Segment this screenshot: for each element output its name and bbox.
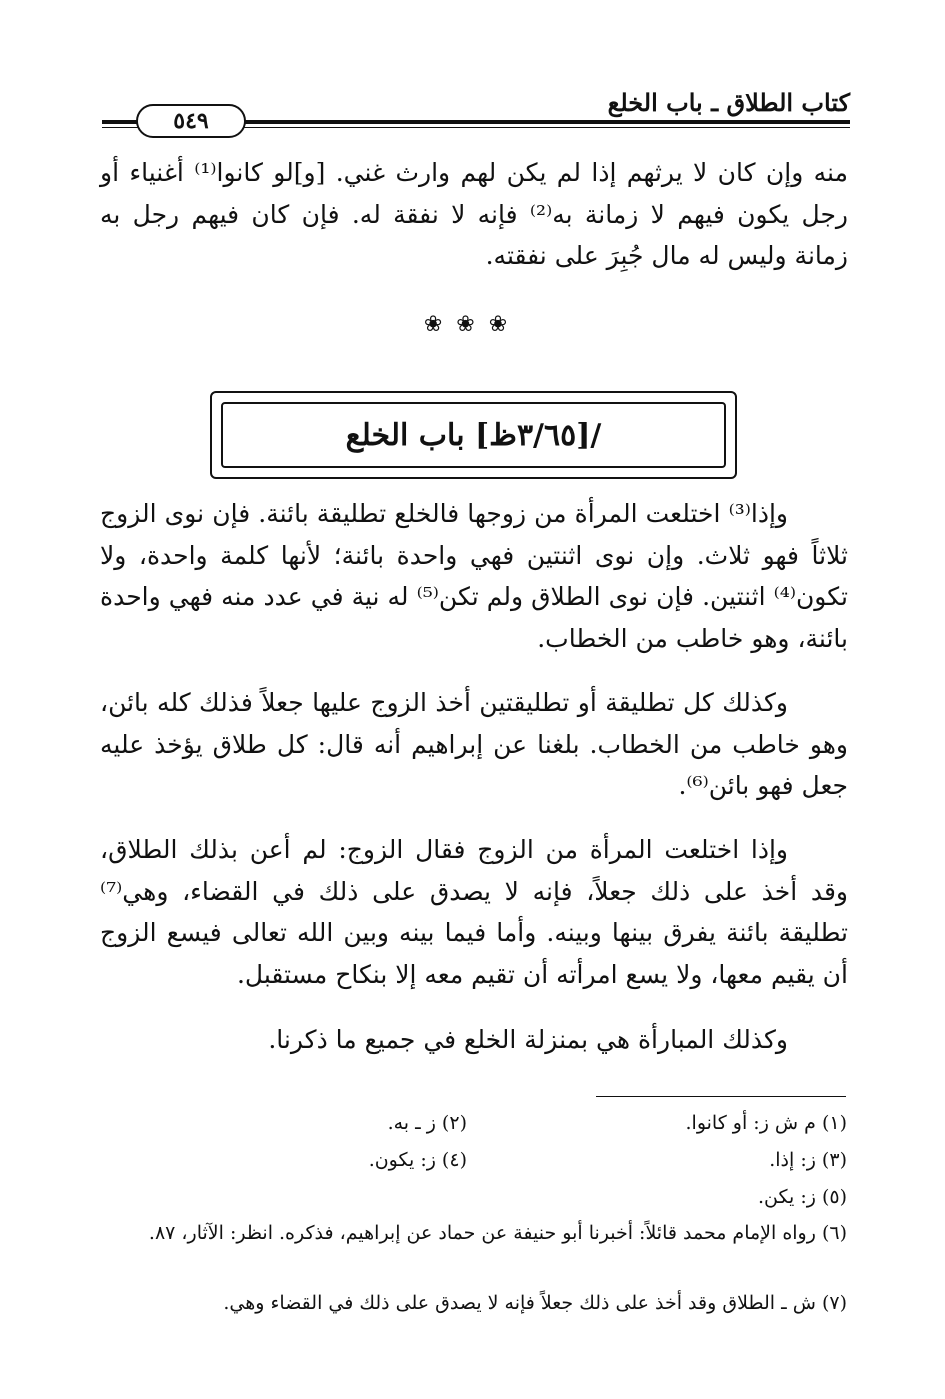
running-title: كتاب الطلاق ـ باب الخلع xyxy=(607,88,850,117)
intro-paragraph: منه وإن كان لا يرثهم إذا لم يكن لهم وارث غني. [و]لو كانوا⁽¹⁾ أغنياء أو رجل يكون فيهم لا زمانة به⁽²⁾ فإنه لا نفقة له. فإن كان فيهم رجل به زمانة وليس له مال جُبِرَ على نفقته. xyxy=(100,158,848,270)
chapter-heading: /[٣/٦٥ظ] باب الخلع xyxy=(221,402,726,468)
footnote-1: (١) م ش ز: أو كانوا. xyxy=(685,1112,847,1134)
footnote-2: (٢) ز ـ به. xyxy=(387,1112,467,1134)
footnote-4: (٤) ز: يكون. xyxy=(368,1149,467,1171)
paragraph-paid-divorce: وكذلك كل تطليقة أو تطليقتين أخذ الزوج عليها جعلاً فذلك كله بائن، وهو خاطب من الخطاب. بلغنا عن إبراهيم أنه قال: كل طلاق يؤخذ عليه جعل فهو بائن⁽⁶⁾. xyxy=(100,688,848,800)
chapter-heading-frame xyxy=(210,391,737,479)
paragraph-mubaraa: وكذلك المبارأة هي بمنزلة الخلع في جميع ما ذكرنا. xyxy=(268,1025,788,1054)
paragraph-khul-definition: وإذا⁽³⁾ اختلعت المرأة من زوجها فالخلع تطليقة بائنة. فإن نوى الزوج ثلاثاً فهو ثلاث. وإن نوى اثنتين فهي واحدة بائنة؛ لأنها كلمة واحدة، ولا تكون⁽⁴⁾ اثنتين. فإن نوى الطلاق ولم تكن⁽⁵⁾ له نية في عدد منه فهي واحدة بائنة، وهو خاطب من الخطاب. xyxy=(100,499,848,653)
footnote-7: (٧) ش ـ الطلاق وقد أخذ على ذلك جعلاً فإنه لا يصدق على ذلك في القضاء وهي. xyxy=(223,1292,847,1314)
footnote-6: (٦) رواه الإمام محمد قائلاً: أخبرنا أبو حنيفة عن حماد عن إبراهيم، فذكره. انظر: الآثار، ٨٧. xyxy=(148,1222,847,1244)
page-header xyxy=(102,82,850,132)
footnote-3: (٣) ز: إذا. xyxy=(769,1149,847,1171)
footnote-5: (٥) ز: يكن. xyxy=(758,1186,847,1208)
paragraph-husband-claim: وإذا اختلعت المرأة من الزوج فقال الزوج: لم أعن بذلك الطلاق، وقد أخذ على ذلك جعلاً، فإنه لا يصدق على ذلك في القضاء، وهي⁽⁷⁾ تطليقة بائنة يفرق بينها وبينه. وأما فيما بينه وبين الله تعالى فيسع الزوج أن يقيم معها، ولا يسع امرأته أن تقيم معه إلا بنكاح مستقبل. xyxy=(100,835,848,989)
footnote-separator xyxy=(596,1096,846,1097)
page-number: ٥٤٩ xyxy=(136,104,246,138)
section-separator: ❀❀❀ xyxy=(423,312,522,337)
